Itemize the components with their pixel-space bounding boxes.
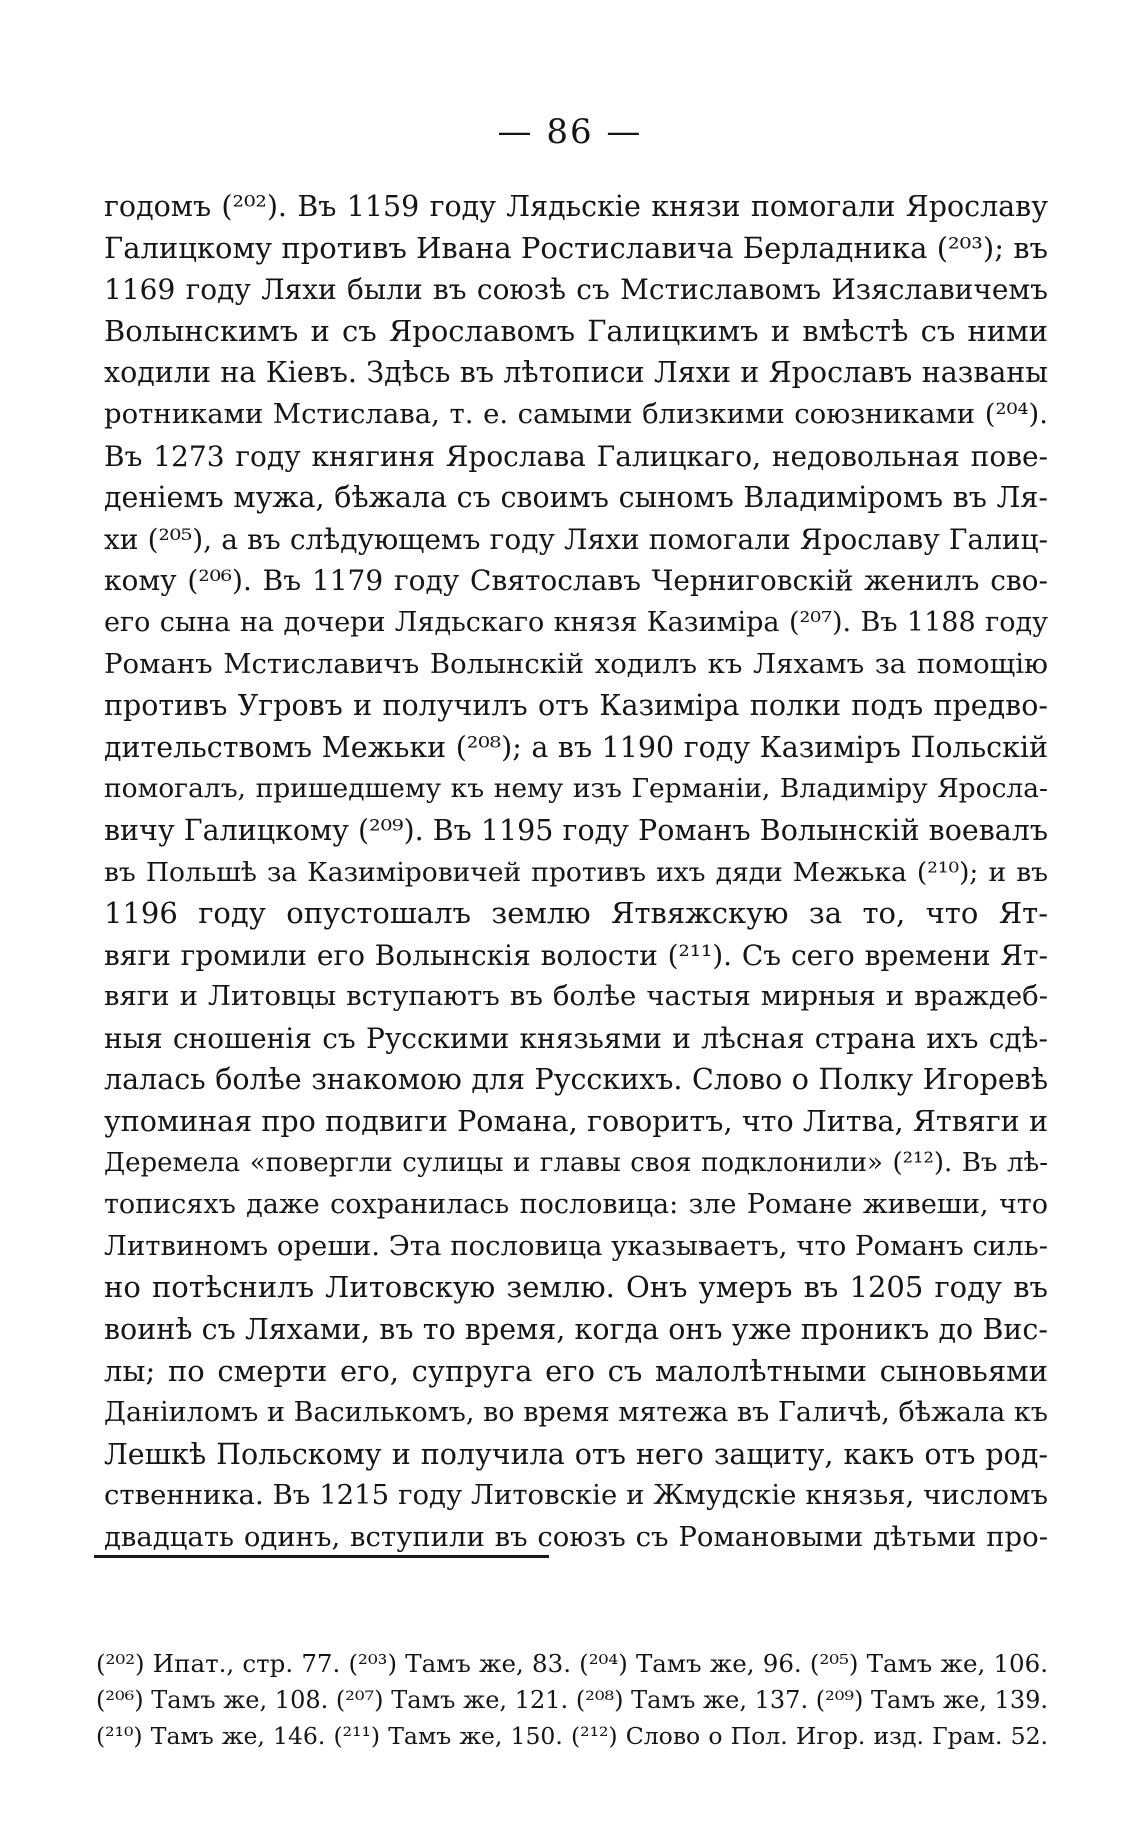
text-line: вяги и Литовцы вступаютъ въ болѣе частыя мирныя и враждеб-	[104, 980, 1048, 1013]
text-line: лалась болѣе знакомою для Русскихъ. Слово о Полку Игоревѣ	[104, 1063, 1048, 1097]
text-line: Деремела «повергли сулицы и главы своя подклонили» (²¹²). Въ лѣ-	[104, 1147, 1048, 1178]
text-line: годомъ (²⁰²). Въ 1159 году Лядьскіе князи помогали Ярославу	[104, 190, 1048, 223]
text-line: хи (²⁰⁵), а въ слѣдующемъ году Ляхи помогали Ярославу Галиц-	[104, 522, 1048, 556]
page-number: — 86 —	[497, 112, 643, 152]
text-line: Въ 1273 году княгиня Ярослава Галицкаго, недовольная пове-	[104, 439, 1048, 473]
text-line: лы; по смерти его, супруга его съ малолѣтными сыновьями	[104, 1353, 1048, 1388]
text-line: Романъ Мстиславичъ Волынскій ходилъ къ Ляхамъ за помощію	[104, 647, 1048, 680]
text-line: помогалъ, пришедшему къ нему изъ Германіи, Владиміру Яросла-	[104, 773, 1048, 805]
text-line: 1196 году опустошалъ землю Ятвяжскую за то, что Ят-	[104, 896, 1048, 931]
text-line: дительствомъ Межьки (²⁰⁸); а въ 1190 году Казиміръ Польскій	[104, 730, 1048, 764]
text-line: ственника. Въ 1215 году Литовскіе и Жмудскіе князья, числомъ	[104, 1479, 1048, 1512]
text-line: деніемъ мужа, бѣжала съ своимъ сыномъ Владиміромъ въ Ля-	[104, 481, 1048, 515]
footnote-line: (²¹⁰) Тамъ же, 146. (²¹¹) Тамъ же, 150. (²¹²) Слово о Пол. Игор. изд. Грам. 52.	[96, 1722, 1048, 1750]
text-line: вичу Галицкому (²⁰⁹). Въ 1195 году Романъ Волынскій воевалъ	[104, 813, 1048, 847]
text-line: кому (²⁰⁶). Въ 1179 году Святославъ Черниговскій женилъ сво-	[104, 564, 1048, 598]
text-line: Даніиломъ и Василькомъ, во время мятежа въ Галичѣ, бѣжала къ	[104, 1397, 1048, 1429]
text-line: ротниками Мстислава, т. е. самыми близкими союзниками (²⁰⁴).	[104, 397, 1048, 430]
text-line: въ Польшѣ за Казиміровичей противъ ихъ дяди Межька (²¹⁰); и въ	[104, 856, 1048, 888]
text-line: двадцать одинъ, вступили въ союзъ съ Романовыми дѣтьми про-	[104, 1521, 1048, 1553]
text-line: Лешкѣ Польскому и получила отъ него защиту, какъ отъ род-	[104, 1437, 1048, 1471]
text-line: Галицкому противъ Ивана Ростиславича Берладника (²⁰³); въ	[104, 230, 1048, 265]
text-line: вяги громили его Волынскія волости (²¹¹). Съ сего времени Ят-	[104, 938, 1048, 972]
text-line: его сына на дочери Лядьскаго князя Казиміра (²⁰⁷). Въ 1188 году	[104, 606, 1048, 638]
text-line: 1169 году Ляхи были въ союзѣ съ Мстиславомъ Изяславичемъ	[104, 273, 1048, 307]
text-line: но потѣснилъ Литовскую землю. Онъ умеръ въ 1205 году въ	[104, 1270, 1048, 1305]
footnote-line: (²⁰⁶) Тамъ же, 108. (²⁰⁷) Тамъ же, 121. (²⁰⁸) Тамъ же, 137. (²⁰⁹) Тамъ же, 139.	[96, 1686, 1048, 1714]
text-line: воинѣ съ Ляхами, въ то время, когда онъ уже проникъ до Вис-	[104, 1313, 1048, 1347]
text-line: ныя сношенія съ Русскими князьями и лѣсная страна ихъ сдѣ-	[104, 1021, 1048, 1055]
text-line: противъ Угровъ и получилъ отъ Казиміра полки подъ предво-	[104, 689, 1048, 723]
text-line: ходили на Кіевъ. Здѣсь въ лѣтописи Ляхи и Ярославъ названы	[104, 356, 1048, 390]
text-line: упоминая про подвиги Романа, говоритъ, что Литва, Ятвяги и	[104, 1105, 1048, 1139]
body-text	[104, 186, 1048, 1559]
footnote-line: (²⁰²) Ипат., стр. 77. (²⁰³) Тамъ же, 83. (²⁰⁴) Тамъ же, 96. (²⁰⁵) Тамъ же, 106.	[96, 1649, 1048, 1678]
text-line: Волынскимъ и съ Ярославомъ Галицкимъ и вмѣстѣ съ ними	[104, 313, 1048, 348]
footnote-divider	[94, 1555, 549, 1558]
text-line: тописяхъ даже сохранилась пословица: зле Романе живеши, что	[104, 1189, 1048, 1221]
footnotes	[96, 1646, 1048, 1754]
text-line: Литвиномъ ореши. Эта пословица указываетъ, что Романъ силь-	[104, 1229, 1048, 1262]
